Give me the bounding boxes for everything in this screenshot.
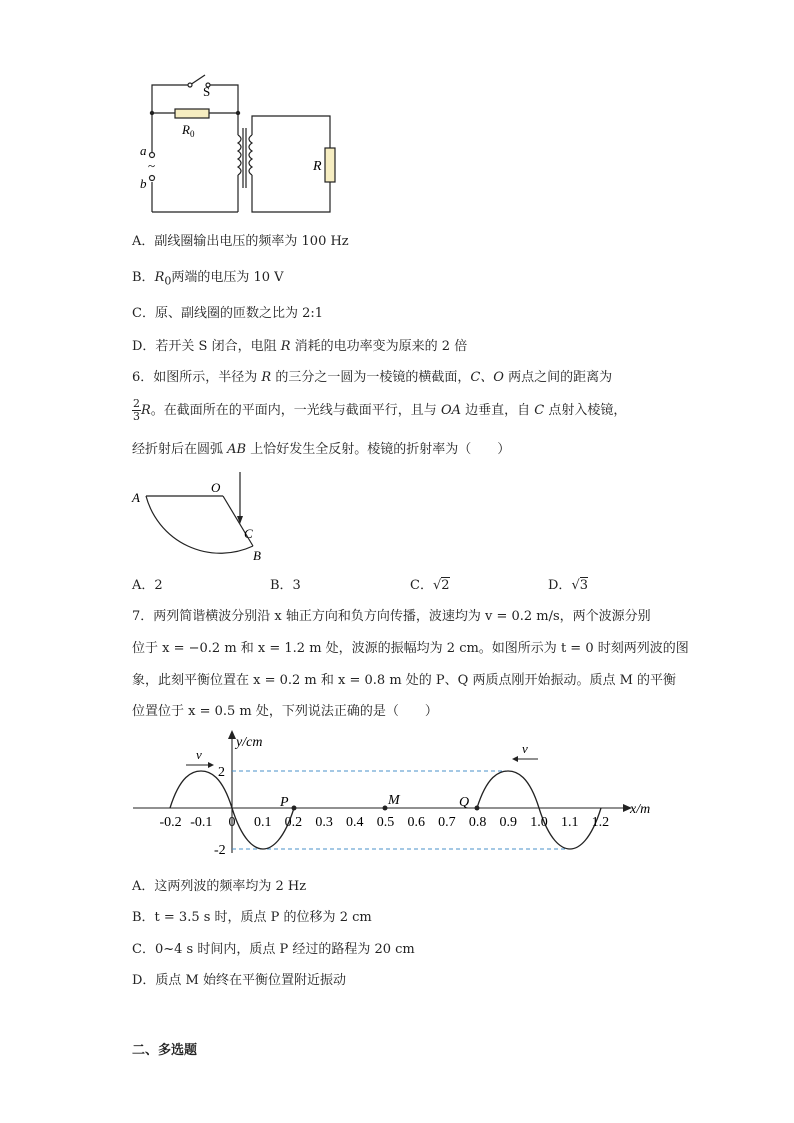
q7-option-d: D．质点 M 始终在平衡位置附近振动 xyxy=(132,973,346,988)
x-tick-label: 1.2 xyxy=(591,815,610,830)
y-tick-2: 2 xyxy=(218,765,225,780)
q6-stem-line3: 经折射后在圆弧 AB 上恰好发生全反射。棱镜的折射率为（ ） xyxy=(132,442,511,457)
x-tick-label: 0 xyxy=(228,815,236,830)
x-tick-label: 0.2 xyxy=(284,815,303,830)
x-tick-label: 0.7 xyxy=(438,815,456,830)
point-c-label: C xyxy=(244,526,253,541)
point-p xyxy=(292,806,297,811)
q5-option-b: B．$R_0$两端的电压为 10 V xyxy=(132,270,284,288)
y-tick-neg2: -2 xyxy=(214,843,226,858)
terminal-b-label: b xyxy=(140,176,147,191)
terminal-a-label: a xyxy=(140,143,147,158)
point-m-label: M xyxy=(388,793,400,808)
point-o-label: O xyxy=(211,480,221,495)
point-b-label: B xyxy=(253,548,261,563)
section-heading: 二、多选题 xyxy=(132,1043,198,1058)
q6-option-b: B．3 xyxy=(270,578,301,593)
wave-graph xyxy=(128,728,668,863)
q6-option-c: C．√2 xyxy=(410,578,450,593)
x-tick-label: -0.2 xyxy=(159,815,182,830)
q7-stem-line4: 位置位于 x = 0.5 m 处，下列说法正确的是（ ） xyxy=(132,704,438,719)
q7-option-c: C．0~4 s 时间内，质点 P 经过的路程为 20 cm xyxy=(132,942,415,957)
x-tick-label: 0.4 xyxy=(346,815,364,830)
point-m xyxy=(383,806,388,811)
q6-stem-line1: 6．如图所示，半径为 R 的三分之一圆为一棱镜的横截面，C、O 两点之间的距离为 xyxy=(132,370,613,385)
q5-option-c: C．原、副线圈的匝数之比为 2:1 xyxy=(132,306,324,321)
point-a-label: A xyxy=(132,490,140,505)
prism-figure xyxy=(128,470,278,570)
point-q-label: Q xyxy=(459,795,470,810)
x-tick-label: 0.5 xyxy=(376,815,395,830)
q7-stem-line3: 象，此刻平衡位置在 x = 0.2 m 和 x = 0.8 m 处的 P、Q 两质点刚开始振动。质点 M 的平衡 xyxy=(132,673,677,688)
q5-option-a: A．副线圈输出电压的频率为 100 Hz xyxy=(132,234,349,249)
q7-stem-line1: 7．两列简谐横波分别沿 x 轴正方向和负方向传播，波速均为 v = 0.2 m/s，两个波源分别 xyxy=(132,609,651,624)
load-resistor-label: R xyxy=(313,159,322,174)
left-velocity-label: v xyxy=(196,747,202,762)
right-velocity-label: v xyxy=(522,741,528,756)
x-tick-label: -0.1 xyxy=(190,815,213,830)
transformer-circuit-figure xyxy=(130,70,350,220)
x-tick-label: 0.3 xyxy=(315,815,333,830)
right-wave-curve xyxy=(477,771,601,849)
r0-label: $R_0$ xyxy=(182,122,195,139)
q5-option-d: D．若开关 S 闭合，电阻 R 消耗的电功率变为原来的 2 倍 xyxy=(132,339,468,354)
x-tick-label: 0.6 xyxy=(407,815,425,830)
x-tick-label: 1.0 xyxy=(530,815,548,830)
x-tick-label: 0.9 xyxy=(499,815,518,830)
q7-option-b: B．t = 3.5 s 时，质点 P 的位移为 2 cm xyxy=(132,910,372,925)
q7-stem-line2: 位于 x = −0.2 m 和 x = 1.2 m 处，波源的振幅均为 2 cm。如图所示为 t = 0 时刻两列波的图 xyxy=(132,641,689,656)
fraction-two-thirds: $\frac{2}{3}$ xyxy=(133,397,140,423)
switch-label: S xyxy=(203,84,211,99)
x-tick-label: 0.8 xyxy=(468,815,487,830)
y-axis-label: y/cm xyxy=(236,735,263,750)
ac-symbol: ~ xyxy=(148,158,156,173)
q6-stem-line2: $\frac{2}{3}$ R。在截面所在的平面内，一光线与截面平行，且与 OA 边垂直，自 C 点射入棱镜， xyxy=(133,397,627,423)
point-p-label: P xyxy=(280,795,289,810)
x-tick-label: 0.1 xyxy=(253,815,272,830)
x-tick-label: 1.1 xyxy=(560,815,579,830)
x-axis-label: x/m xyxy=(630,802,651,817)
point-q xyxy=(475,806,480,811)
q6-option-a: A．2 xyxy=(132,578,163,593)
x-tick-labels xyxy=(160,815,610,830)
q7-option-a: A．这两列波的频率均为 2 Hz xyxy=(132,879,307,894)
q6-option-d: D．√3 xyxy=(548,578,589,593)
